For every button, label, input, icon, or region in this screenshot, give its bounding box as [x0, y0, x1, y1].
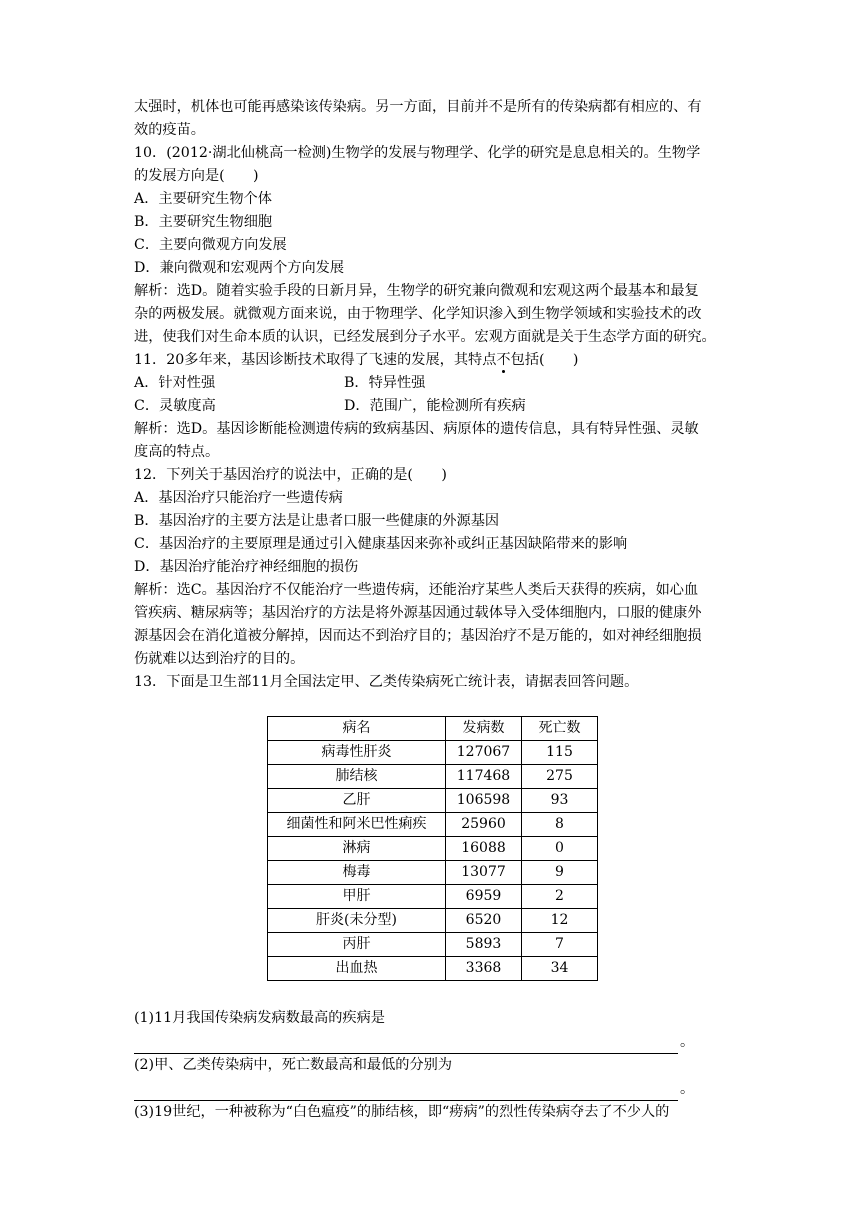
table-cell: 甲肝: [268, 885, 446, 909]
q12-option-c: C．基因治疗的主要原理是通过引入健康基因来弥补或纠正基因缺陷带来的影响: [134, 536, 628, 552]
q11-options-row: [134, 372, 730, 395]
q10-stem: 的发展方向是( ): [134, 168, 259, 184]
document-page: [134, 96, 730, 1124]
table-header-cell: 死亡数: [522, 717, 598, 741]
table-row: [268, 861, 598, 885]
table-cell: 13077: [446, 861, 522, 885]
table-cell: 117468: [446, 765, 522, 789]
table-cell: 细菌性和阿米巴性痢疾: [268, 813, 446, 837]
table-cell: 梅毒: [268, 861, 446, 885]
table-row: [268, 837, 598, 861]
table-cell: 8: [522, 813, 598, 837]
q12-option-a: A．基因治疗只能治疗一些遗传病: [134, 490, 343, 506]
q11-options-row: [134, 395, 730, 418]
q11-emphasis-char: 不: [496, 352, 511, 368]
q13-stem: 13．下面是卫生部11月全国法定甲、乙类传染病死亡统计表，请据表回答问题。: [134, 674, 639, 690]
intro-line: 效的疫苗。: [134, 122, 205, 138]
q10-stem: 10．(2012·湖北仙桃高一检测)生物学的发展与物理学、化学的研究是息息相关的。生物学: [134, 145, 701, 161]
table-cell: 34: [522, 957, 598, 981]
table-cell: 115: [522, 741, 598, 765]
answer-period: 。: [680, 1081, 695, 1097]
q12-option-d: D．基因治疗能治疗神经细胞的损伤: [134, 559, 359, 575]
table-row: [268, 909, 598, 933]
q10-option-c: C．主要向微观方向发展: [134, 237, 287, 253]
table-row: [268, 885, 598, 909]
table-cell: 127067: [446, 741, 522, 765]
table-cell: 肺结核: [268, 765, 446, 789]
answer-blank[interactable]: [134, 1039, 678, 1054]
table-cell: 5893: [446, 933, 522, 957]
q13-sub2: (2)甲、乙类传染病中，死亡数最高和最低的分别为: [134, 1057, 453, 1073]
q11-analysis: 度高的特点。: [134, 444, 220, 460]
q12-analysis: 源基因会在消化道被分解掉，因而达不到治疗目的；基因治疗不是万能的，如对神经细胞损: [134, 628, 702, 644]
q11-analysis: 解析：选D。基因诊断能检测遗传病的致病基因、病原体的遗传信息，具有特异性强、灵敏: [134, 421, 699, 437]
table-cell: 病毒性肝炎: [268, 741, 446, 765]
q11-stem-before: 11．20多年来，基因诊断技术取得了飞速的发展，其特点: [134, 352, 497, 368]
q10-analysis: 杂的两极发展。就微观方面来说，由于物理学、化学知识渗入到生物学领域和实验技术的改: [134, 306, 702, 322]
table-body: [268, 741, 598, 981]
q11-option-d: D．范围广，能检测所有疾病: [344, 398, 526, 414]
table-cell: 106598: [446, 789, 522, 813]
q11-option-a: A．针对性强: [134, 375, 216, 391]
q10-option-b: B．主要研究生物细胞: [134, 214, 273, 230]
table-cell: 3368: [446, 957, 522, 981]
q13-sub3: (3)19世纪，一种被称为“白色瘟疫”的肺结核，即“痨病”的烈性传染病夺去了不少人的: [134, 1104, 670, 1120]
q10-option-d: D．兼向微观和宏观两个方向发展: [134, 260, 345, 276]
q11-stem-after: 包括( ): [510, 352, 579, 368]
table-cell: 出血热: [268, 957, 446, 981]
table-cell: 9: [522, 861, 598, 885]
q11-option-b: B．特异性强: [344, 375, 426, 391]
q10-analysis: 解析：选D。随着实验手段的日新月异，生物学的研究兼向微观和宏观这两个最基本和最复: [134, 283, 699, 299]
table-header-row: [268, 717, 598, 741]
table-cell: 6520: [446, 909, 522, 933]
table-cell: 0: [522, 837, 598, 861]
table-row: [268, 789, 598, 813]
q10-analysis: 进，使我们对生命本质的认识，已经发展到分子水平。宏观方面就是关于生态学方面的研究。: [134, 329, 716, 345]
q11-stem: [134, 349, 730, 372]
table-cell: 乙肝: [268, 789, 446, 813]
table-cell: 淋病: [268, 837, 446, 861]
table-row: [268, 933, 598, 957]
q12-analysis: 管疾病、糖尿病等；基因治疗的方法是将外源基因通过载体导入受体细胞内，口服的健康外: [134, 605, 702, 621]
q10-option-a: A．主要研究生物个体: [134, 191, 272, 207]
disease-statistics-table: [267, 716, 598, 981]
table-cell: 275: [522, 765, 598, 789]
table-cell: 7: [522, 933, 598, 957]
table-header-cell: 发病数: [446, 717, 522, 741]
q13-sub1-answer-line: [134, 1030, 730, 1054]
table-cell: 25960: [446, 813, 522, 837]
table-row: [268, 813, 598, 837]
answer-blank[interactable]: [134, 1086, 678, 1101]
table-row: [268, 957, 598, 981]
table-cell: 16088: [446, 837, 522, 861]
table-cell: 丙肝: [268, 933, 446, 957]
answer-period: 。: [680, 1034, 695, 1050]
table-cell: 肝炎(未分型): [268, 909, 446, 933]
q12-analysis: 伤就难以达到治疗的目的。: [134, 651, 305, 667]
q12-option-b: B．基因治疗的主要方法是让患者口服一些健康的外源基因: [134, 513, 500, 529]
table-cell: 12: [522, 909, 598, 933]
table-cell: 93: [522, 789, 598, 813]
q13-sub1: (1)11月我国传染病发病数最高的疾病是: [134, 1010, 385, 1026]
q12-stem: 12．下列关于基因治疗的说法中，正确的是( ): [134, 467, 447, 483]
table-cell: 2: [522, 885, 598, 909]
table-cell: 6959: [446, 885, 522, 909]
table-row: [268, 741, 598, 765]
intro-line: 太强时，机体也可能再感染该传染病。另一方面，目前并不是所有的传染病都有相应的、有: [134, 99, 702, 115]
q13-sub2-answer-line: [134, 1077, 730, 1101]
table-header-cell: 病名: [268, 717, 446, 741]
table-row: [268, 765, 598, 789]
q11-option-c: C．灵敏度高: [134, 398, 216, 414]
q12-analysis: 解析：选C。基因治疗不仅能治疗一些遗传病，还能治疗某些人类后天获得的疾病，如心血: [134, 582, 699, 598]
